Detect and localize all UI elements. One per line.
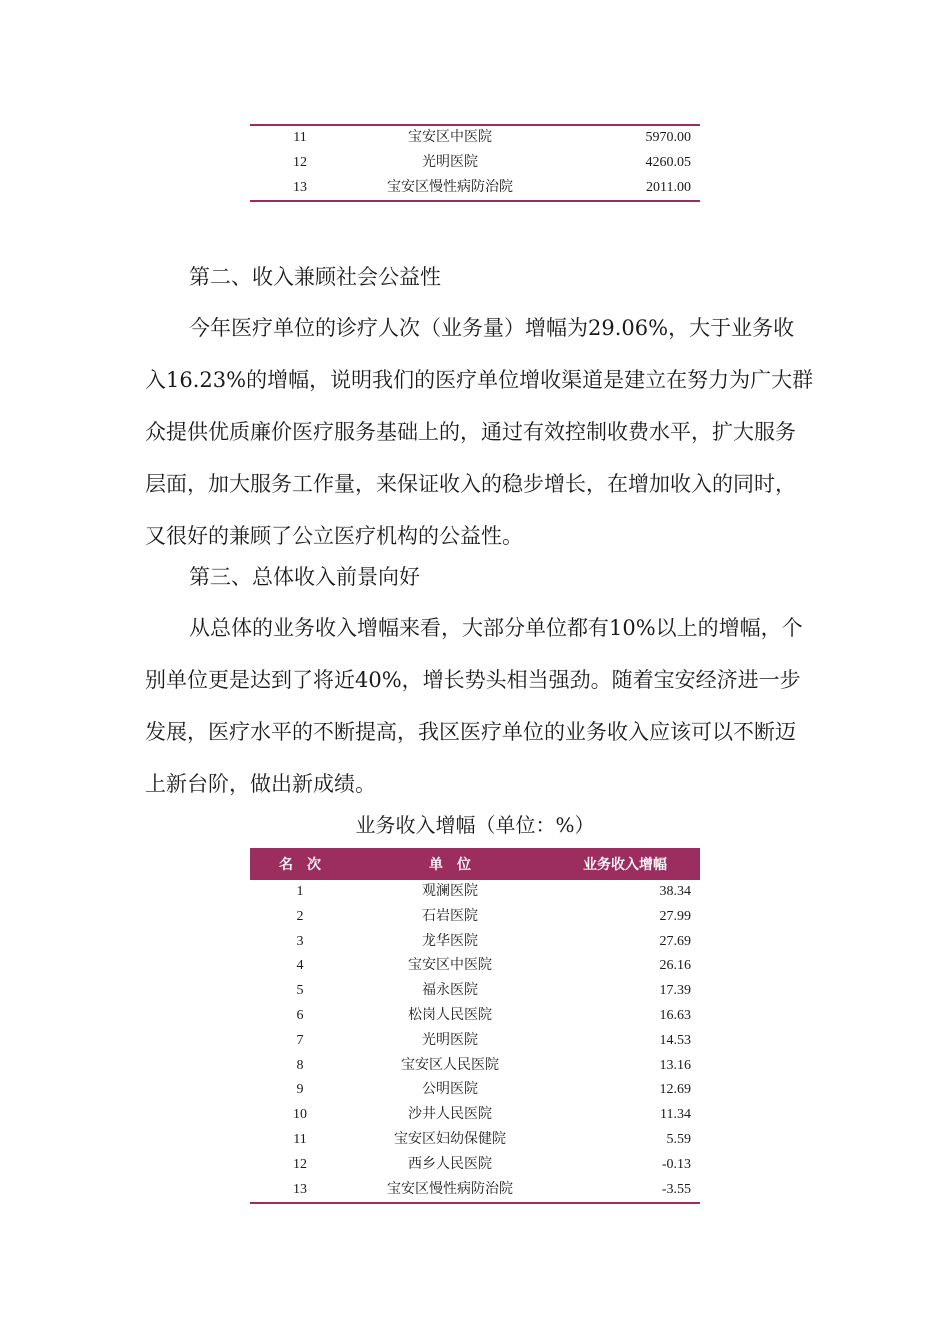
value-cell: 4260.05 (645, 154, 691, 170)
rank-cell: 11 (293, 130, 307, 145)
growth-table-body (250, 880, 700, 1203)
value-cell: 26.16 (659, 958, 691, 974)
rank-cell: 4 (296, 958, 304, 974)
table-row (250, 176, 700, 202)
table-row (250, 1004, 700, 1029)
table-row (250, 1128, 700, 1153)
value-cell: -3.55 (661, 1181, 691, 1197)
table-row (250, 905, 700, 930)
section2-heading: 第二、收入兼顾社会公益性 (189, 265, 441, 289)
rank-cell: 7 (296, 1032, 304, 1048)
value-cell: 2011.00 (646, 179, 691, 195)
unit-cell: 宝安区中医院 (408, 958, 492, 974)
unit-cell: 宝安区慢性病防治院 (387, 1181, 513, 1197)
growth-table (250, 848, 700, 1204)
rank-cell: 5 (296, 983, 304, 999)
unit-cell: 光明医院 (422, 154, 478, 170)
unit-cell: 宝安区中医院 (408, 130, 492, 145)
table-row (250, 1078, 700, 1103)
rank-cell: 13 (293, 1181, 307, 1197)
value-cell: 27.69 (659, 933, 691, 949)
value-cell: 5.59 (666, 1131, 691, 1147)
unit-cell: 观澜医院 (422, 884, 478, 899)
unit-cell: 宝安区人民医院 (401, 1057, 499, 1073)
unit-cell: 光明医院 (422, 1032, 478, 1048)
unit-cell: 宝安区妇幼保健院 (394, 1131, 506, 1147)
rank-cell: 2 (296, 908, 304, 924)
unit-cell: 沙井人民医院 (408, 1107, 492, 1123)
value-cell: 27.99 (659, 908, 691, 924)
table-row (250, 125, 700, 151)
value-cell: 14.53 (659, 1032, 691, 1048)
rank-cell: 1 (296, 884, 304, 899)
unit-cell: 龙华医院 (422, 933, 478, 949)
section3-heading: 第三、总体收入前景向好 (189, 565, 420, 589)
rank-cell: 9 (296, 1082, 304, 1098)
rank-cell: 8 (296, 1057, 304, 1073)
unit-cell: 西乡人民医院 (408, 1156, 492, 1172)
table-row (250, 1103, 700, 1128)
table-row (250, 1029, 700, 1054)
header-rank: 名 次 (250, 848, 350, 880)
table-row (250, 1054, 700, 1079)
rank-cell: 12 (293, 1156, 307, 1172)
table-header-row (250, 848, 700, 880)
value-cell: 12.69 (659, 1082, 691, 1098)
value-cell: 11.34 (660, 1107, 691, 1123)
unit-cell: 公明医院 (422, 1082, 478, 1098)
unit-cell: 宝安区慢性病防治院 (387, 179, 513, 195)
value-cell: -0.13 (661, 1156, 691, 1172)
section2-paragraph: 今年医疗单位的诊疗人次（业务量）增幅为29.06%，大于业务收入16.23%的增幅，说明我们的医疗单位增收渠道是建立在努力为广大群众提供优质廉价医疗服务基础上的，通过有效控制收费水平，扩大服务层面，加大服务工作量，来保证收入的稳步增长，在增加收入的同时，又很好的兼顾了公立医疗机构的公益性。 (145, 316, 814, 548)
table-row (250, 1153, 700, 1178)
table-row (250, 930, 700, 955)
rank-cell: 13 (293, 179, 307, 195)
rank-cell: 6 (296, 1007, 304, 1023)
rank-cell: 3 (296, 933, 304, 949)
value-cell: 38.34 (659, 884, 691, 899)
header-growth: 业务收入增幅 (550, 848, 700, 880)
income-table-continued (250, 124, 700, 202)
table-row (250, 880, 700, 905)
rank-cell: 12 (293, 154, 307, 170)
value-cell: 17.39 (659, 983, 691, 999)
value-cell: 13.16 (659, 1057, 691, 1073)
table-row (250, 954, 700, 979)
header-unit: 单 位 (350, 848, 550, 880)
table-row (250, 151, 700, 176)
table-row (250, 1178, 700, 1204)
unit-cell: 松岗人民医院 (408, 1007, 492, 1023)
unit-cell: 石岩医院 (422, 908, 478, 924)
unit-cell: 福永医院 (422, 983, 478, 999)
value-cell: 16.63 (659, 1007, 691, 1023)
value-cell: 5970.00 (645, 130, 691, 145)
rank-cell: 11 (293, 1131, 307, 1147)
table-row (250, 979, 700, 1004)
section3-paragraph: 从总体的业务收入增幅来看，大部分单位都有10%以上的增幅，个别单位更是达到了将近40%，增长势头相当强劲。随着宝安经济进一步发展，医疗水平的不断提高，我区医疗单位的业务收入应该可以不断迈上新台阶，做出新成绩。 (145, 616, 803, 796)
rank-cell: 10 (293, 1107, 307, 1123)
table-caption: 业务收入增幅（单位：%） (355, 813, 595, 837)
